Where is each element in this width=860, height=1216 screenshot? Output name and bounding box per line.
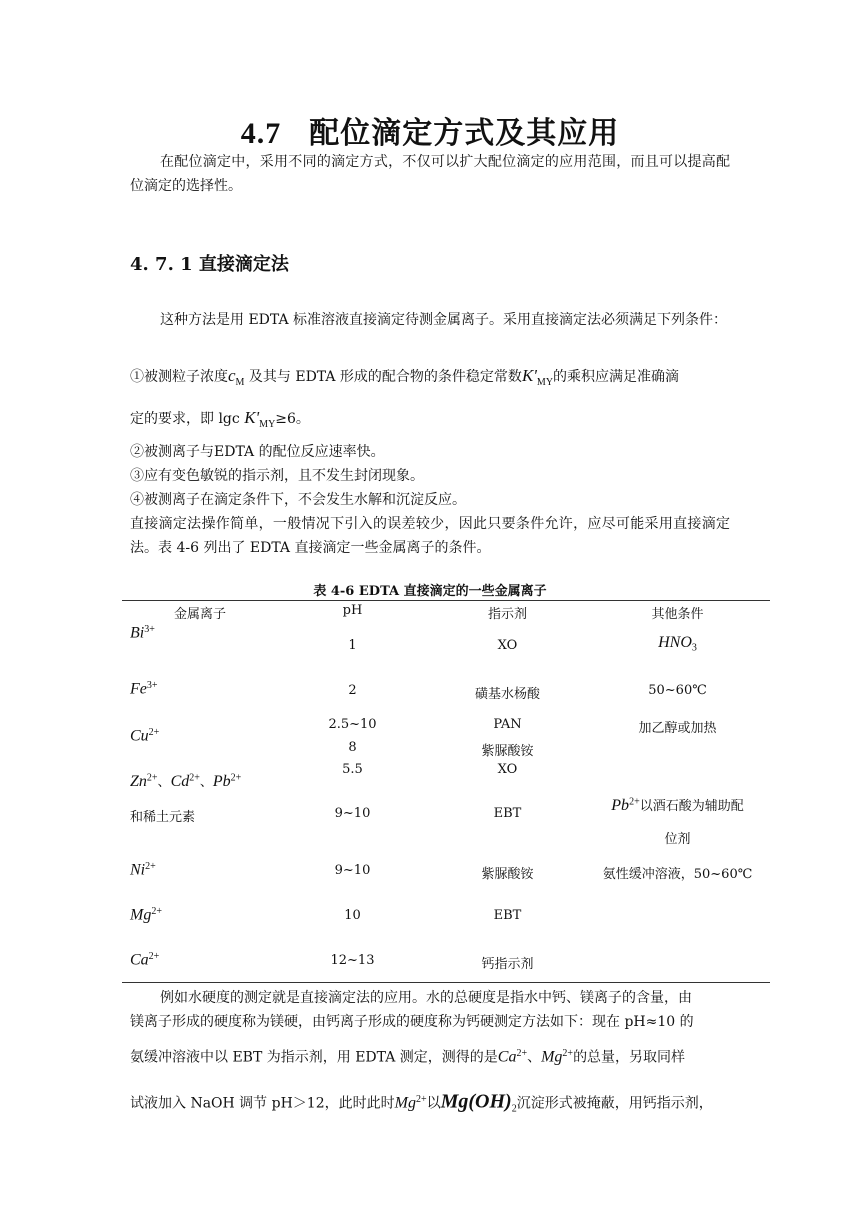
- table-row-bi-ion: [130, 624, 270, 642]
- title-text: 配位滴定方式及其应用: [309, 116, 620, 151]
- table-row-mg-ion: [130, 906, 270, 924]
- ion-cd: Cd: [170, 773, 190, 790]
- table-row-cu-indicator-2: 紫脲酸铵: [481, 744, 534, 759]
- condition-4: ④被测离子在滴定条件下，不会发生水解和沉淀反应。: [130, 492, 466, 508]
- concentration-symbol: c: [228, 366, 236, 385]
- ion-pb-note-charge: 2+: [629, 796, 640, 808]
- ion-separator-1: 、: [157, 775, 171, 790]
- table-row-fe-ion: [130, 680, 270, 698]
- table-row-ca-indicator: 钙指示剂: [481, 957, 534, 972]
- condition-1-text-e: ≥6。: [275, 411, 310, 427]
- table-row-ni-indicator: 紫脲酸铵: [481, 867, 534, 882]
- example-line-4: [130, 1088, 730, 1121]
- table-row-zn-ph: 5.5: [342, 762, 363, 777]
- ion-pb-charge: 2+: [230, 772, 242, 784]
- table-row-rare-earth-other-2: 位剂: [664, 832, 691, 847]
- section-number: 4.7: [240, 117, 282, 150]
- summary-paragraph: 直接滴定法操作简单，一般情况下引入的误差较少，因此只要条件允许，应尽可能采用直接滴定法。表 4-6 列出了 EDTA 直接滴定一些金属离子的条件。: [130, 516, 730, 556]
- table-row-ni-other: 氨性缓冲溶液，50~60℃: [602, 867, 753, 882]
- table-row-cu-ion: [130, 727, 270, 745]
- condition-1-text-c: 的乘积应满足准确滴: [553, 369, 680, 385]
- intro-paragraph: 在配位滴定中，采用不同的滴定方式，不仅可以扩大配位滴定的应用范围，而且可以提高配位滴定的选择性。: [130, 154, 730, 194]
- table-row-ni-ion: [130, 861, 270, 879]
- table-row-cu-ph-2: 8: [348, 740, 357, 755]
- table-row-cu-indicator-1: PAN: [493, 717, 522, 732]
- stability-constant-symbol-2: K': [244, 408, 260, 427]
- ion-separator-2: 、: [199, 775, 213, 790]
- table-top-rule: [122, 600, 770, 601]
- header-other-conditions: 其他条件: [651, 607, 704, 622]
- table-row-bi-ph: 1: [348, 638, 357, 653]
- ion-fe: Fe: [130, 680, 147, 698]
- example-line-4-b: 沉淀形式被掩蔽，用钙指示剂，: [516, 1095, 713, 1112]
- magnesium-hydroxide-subscript: 2: [511, 1103, 517, 1115]
- magnesium-ion-2: Mg: [394, 1094, 416, 1112]
- ion-zn-charge: 2+: [146, 772, 158, 784]
- table-row-rare-earth-ion: 和稀土元素: [130, 810, 196, 825]
- table-row-rare-earth-other: [590, 795, 765, 815]
- condition-1-text-b: 及其与 EDTA 形成的配合物的条件稳定常数: [248, 369, 522, 385]
- header-indicator: 指示剂: [487, 607, 527, 622]
- ion-cu: Cu: [130, 727, 149, 745]
- example-line-3-b: 的总量，另取同样: [573, 1049, 686, 1066]
- page-title: [0, 108, 860, 152]
- nitric-acid-formula: HNO: [658, 634, 692, 651]
- example-line-3: [130, 1042, 730, 1070]
- table-row-zn-ion: [130, 771, 300, 791]
- table-row-cu-other: 加乙醇或加热: [638, 721, 717, 736]
- ion-ni-charge: 2+: [145, 861, 156, 872]
- table-caption: 表 4-6 EDTA 直接滴定的一些金属离子: [313, 584, 547, 599]
- magnesium-ion: Mg: [541, 1048, 563, 1066]
- ion-cu-charge: 2+: [148, 727, 160, 738]
- ion-fe-charge: 3+: [146, 680, 158, 691]
- ion-cd-charge: 2+: [189, 772, 200, 784]
- table-row-bi-indicator: XO: [497, 638, 518, 653]
- ion-ni: Ni: [130, 861, 146, 879]
- table-row-mg-ph: 10: [344, 908, 361, 923]
- table-row-mg-indicator: EBT: [493, 908, 522, 923]
- ion-mg-charge: 2+: [151, 906, 162, 917]
- table-row-fe-ph: 2: [348, 683, 357, 698]
- magnesium-hydroxide-formula: Mg(OH): [440, 1090, 512, 1113]
- table-row-cu-ph-1: 2.5~10: [328, 717, 377, 732]
- ion-ca: Ca: [130, 951, 149, 969]
- condition-1-text-d: 定的要求，即 lgc: [130, 411, 240, 427]
- table-row-rare-earth-ph: 9~10: [334, 806, 371, 821]
- stability-constant-subscript-2: MY: [259, 418, 276, 430]
- example-line-4-a: 试液加入 NaOH 调节 pH＞12，此时此时: [130, 1095, 395, 1112]
- ion-pb: Pb: [212, 773, 231, 790]
- table-row-ca-ion: [130, 951, 270, 969]
- method-paragraph: 这种方法是用 EDTA 标准溶液直接滴定待测金属离子。采用直接滴定法必须满足下列条件：: [160, 312, 728, 328]
- magnesium-ion-2-charge: 2+: [415, 1094, 427, 1105]
- header-ph: pH: [342, 603, 363, 618]
- condition-3: ③应有变色敏锐的指示剂，且不发生封闭现象。: [130, 468, 424, 484]
- nitric-acid-subscript: 3: [691, 642, 697, 654]
- table-row-rare-earth-indicator: EBT: [493, 806, 522, 821]
- ion-bi: Bi: [130, 624, 145, 642]
- condition-2: ②被测离子与EDTA 的配位反应速率快。: [130, 444, 385, 460]
- condition-1: [130, 364, 730, 395]
- stability-constant-subscript: MY: [536, 376, 554, 388]
- stability-constant-symbol: K': [521, 366, 537, 385]
- ion-zn: Zn: [130, 773, 147, 790]
- table-row-fe-other: 50~60℃: [648, 683, 707, 698]
- example-line-2: 镁离子形成的硬度称为镁硬，由钙离子形成的硬度称为钙硬测定方法如下：现在 pH≈10 的: [130, 1014, 694, 1030]
- example-line-3-a: 氨缓冲溶液中以 EBT 为指示剂，用 EDTA 测定，测得的是: [130, 1049, 498, 1066]
- header-metal-ion: 金属离子: [173, 607, 226, 622]
- calcium-ion: Ca: [497, 1048, 517, 1066]
- concentration-subscript: M: [235, 376, 245, 388]
- magnesium-ion-charge: 2+: [562, 1048, 574, 1059]
- condition-1-text-a: ①被测粒子浓度: [130, 369, 228, 385]
- table-bottom-rule: [122, 982, 770, 983]
- condition-1-continued: [130, 406, 730, 437]
- calcium-ion-charge: 2+: [516, 1048, 528, 1059]
- table-row-zn-indicator: XO: [497, 762, 518, 777]
- ion-pb-note: Pb: [611, 797, 630, 814]
- ion-mg: Mg: [130, 906, 152, 924]
- table-row-ca-ph: 12~13: [330, 953, 375, 968]
- ion-ca-charge: 2+: [148, 951, 160, 962]
- table-row-bi-other: [590, 634, 765, 654]
- table-row-fe-indicator: 磺基水杨酸: [474, 687, 540, 702]
- example-line-1: 例如水硬度的测定就是直接滴定法的应用。水的总硬度是指水中钙、镁离子的含量，由: [160, 990, 692, 1006]
- table-row-ni-ph: 9~10: [334, 863, 371, 878]
- example-line-3-separator: 、: [527, 1049, 542, 1066]
- tartaric-acid-note: 以酒石酸为辅助配: [639, 799, 744, 814]
- example-line-4-mid: 以: [426, 1095, 441, 1112]
- ion-bi-charge: 3+: [144, 624, 155, 635]
- section-heading: 4. 7. 1 直接滴定法: [130, 254, 289, 275]
